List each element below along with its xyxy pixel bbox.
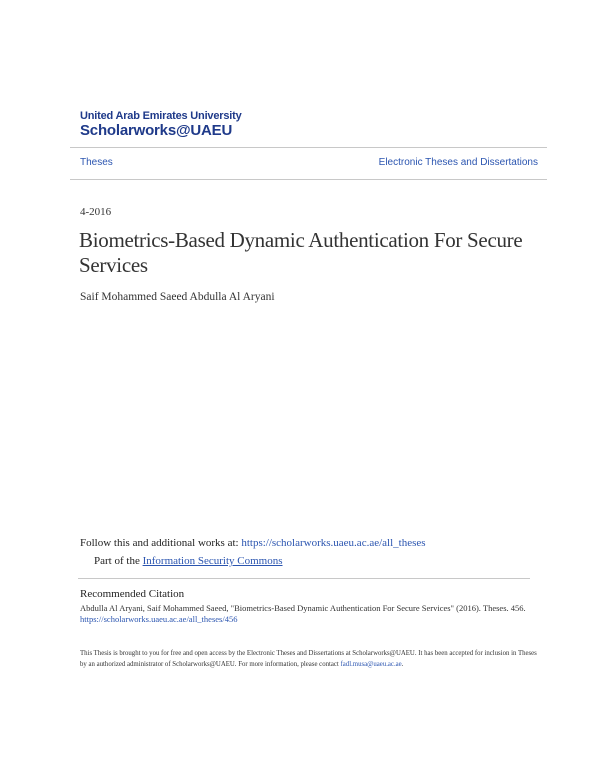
- divider: [70, 179, 547, 180]
- follow-line: [80, 537, 426, 549]
- follow-label: Follow this and additional works at:: [80, 537, 239, 549]
- information-security-commons-link[interactable]: Information Security Commons: [142, 555, 283, 567]
- part-of-label: Part of the: [94, 555, 140, 567]
- citation-url-link[interactable]: https://scholarworks.uaeu.ac.ae/all_theses/456: [80, 614, 238, 624]
- institution-name: United Arab Emirates University: [80, 110, 242, 122]
- etd-collection-link[interactable]: Electronic Theses and Dissertations: [378, 157, 538, 168]
- theses-link[interactable]: Theses: [80, 157, 113, 168]
- access-notice: [80, 648, 540, 670]
- citation-text: Abdulla Al Aryani, Saif Mohammed Saeed, "Biometrics-Based Dynamic Authentication For Secure Services" (2016). Theses. 456.: [80, 603, 526, 613]
- notice-end: .: [401, 661, 404, 668]
- part-of-line: [94, 555, 283, 567]
- publication-date: 4-2016: [80, 206, 112, 218]
- repository-name: Scholarworks@UAEU: [80, 122, 233, 139]
- divider: [78, 578, 530, 579]
- citation-heading: Recommended Citation: [80, 588, 185, 600]
- notice-text: This Thesis is brought to you for free and open access by the Electronic Theses and Dissertations at Scholarworks@UAEU. It has been accepted for inclusion in Theses by an authorized administrator of Scholarworks@UAEU. For more information, please contact: [80, 650, 537, 668]
- contact-email-link[interactable]: fadl.musa@uaeu.ac.ae: [340, 661, 402, 668]
- document-title: Biometrics-Based Dynamic Authentication For Secure Services: [79, 228, 523, 277]
- author-name: Saif Mohammed Saeed Abdulla Al Aryani: [80, 291, 275, 303]
- divider: [70, 147, 547, 148]
- all-theses-link[interactable]: https://scholarworks.uaeu.ac.ae/all_theses: [241, 537, 426, 549]
